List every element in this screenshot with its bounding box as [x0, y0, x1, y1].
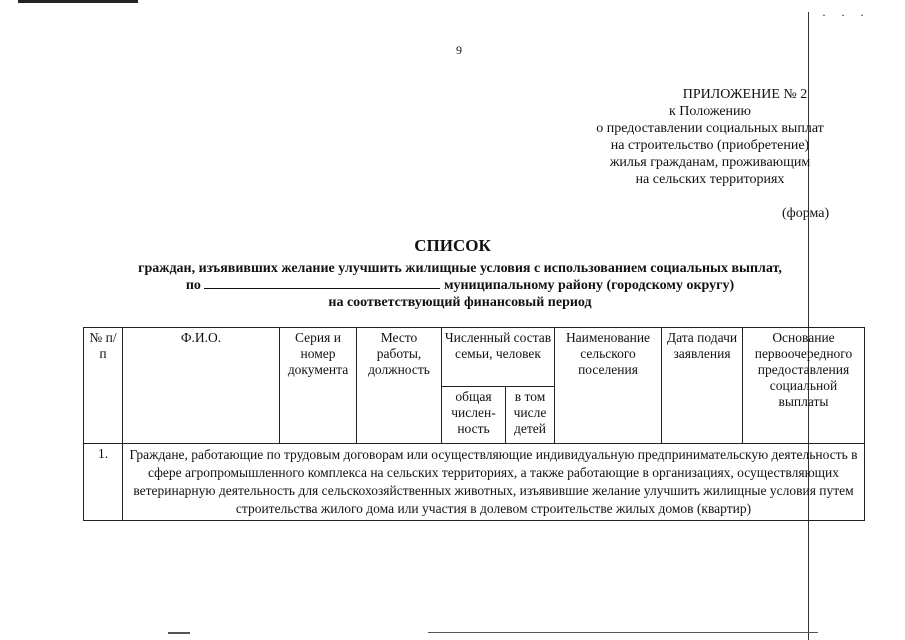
header-work: Место работы, должность — [357, 328, 442, 444]
header-document: Серия и номер документа — [280, 328, 357, 444]
header-family: Численный состав семьи, человек — [442, 328, 555, 387]
header-date: Дата подачи заявления — [662, 328, 743, 444]
header-num: № п/п — [84, 328, 123, 444]
scan-bottom-mark — [168, 632, 190, 634]
appendix-block — [560, 86, 860, 188]
subtitle-suffix: муниципальному району (городскому округу) — [443, 278, 735, 293]
form-label: (форма) — [782, 206, 830, 221]
header-family-children: в том числе детей — [506, 387, 555, 444]
scan-bottom-line — [428, 632, 818, 633]
subtitle-line-2 — [100, 277, 820, 294]
page-number: 9 — [456, 43, 462, 57]
appendix-title: ПРИЛОЖЕНИЕ № 2 — [682, 87, 808, 102]
header-fio: Ф.И.О. — [123, 328, 280, 444]
applicants-table — [83, 327, 865, 521]
table-header-row — [84, 328, 865, 387]
appendix-line: на строительство (приобретение) — [610, 138, 810, 153]
header-basis: Основание первоочередного предоставления социальной выплаты — [743, 328, 865, 444]
subtitle-line-3: на соответствующий финансовый период — [328, 295, 592, 310]
scan-dots: · · · — [822, 8, 870, 22]
row-num: 1. — [84, 444, 123, 521]
subtitle-prefix: по — [185, 278, 201, 293]
appendix-line: к Положению — [668, 104, 751, 119]
header-settlement: Наименование сельского поселения — [555, 328, 662, 444]
row-category-text: Граждане, работающие по трудовым договорам или осуществляющие индивидуальную предпринимательскую деятельность в сфере агропромышленного комплекса на сельских территориях, а также работающие в организациях, осуществляющих ветеринарную деятельность для сельскохозяйственных животных, изъявившие желание улучшить жилищные условия путем строительства жилого дома или участия в долевом строительстве жилых домов (квартир) — [123, 444, 865, 521]
subtitle-line-1: граждан, изъявивших желание улучшить жилищные условия с использованием социальных выплат, — [138, 261, 782, 276]
table-row — [84, 444, 865, 521]
appendix-line: о предоставлении социальных выплат — [596, 121, 824, 136]
header-family-total: общая числен-ность — [442, 387, 506, 444]
district-blank-field — [204, 277, 440, 289]
appendix-line: на сельских территориях — [635, 172, 785, 187]
appendix-line: жилья гражданам, проживающим — [609, 155, 811, 170]
document-subtitle — [100, 260, 820, 311]
document-title: СПИСОК — [414, 236, 491, 255]
scan-edge-mark — [18, 0, 138, 3]
